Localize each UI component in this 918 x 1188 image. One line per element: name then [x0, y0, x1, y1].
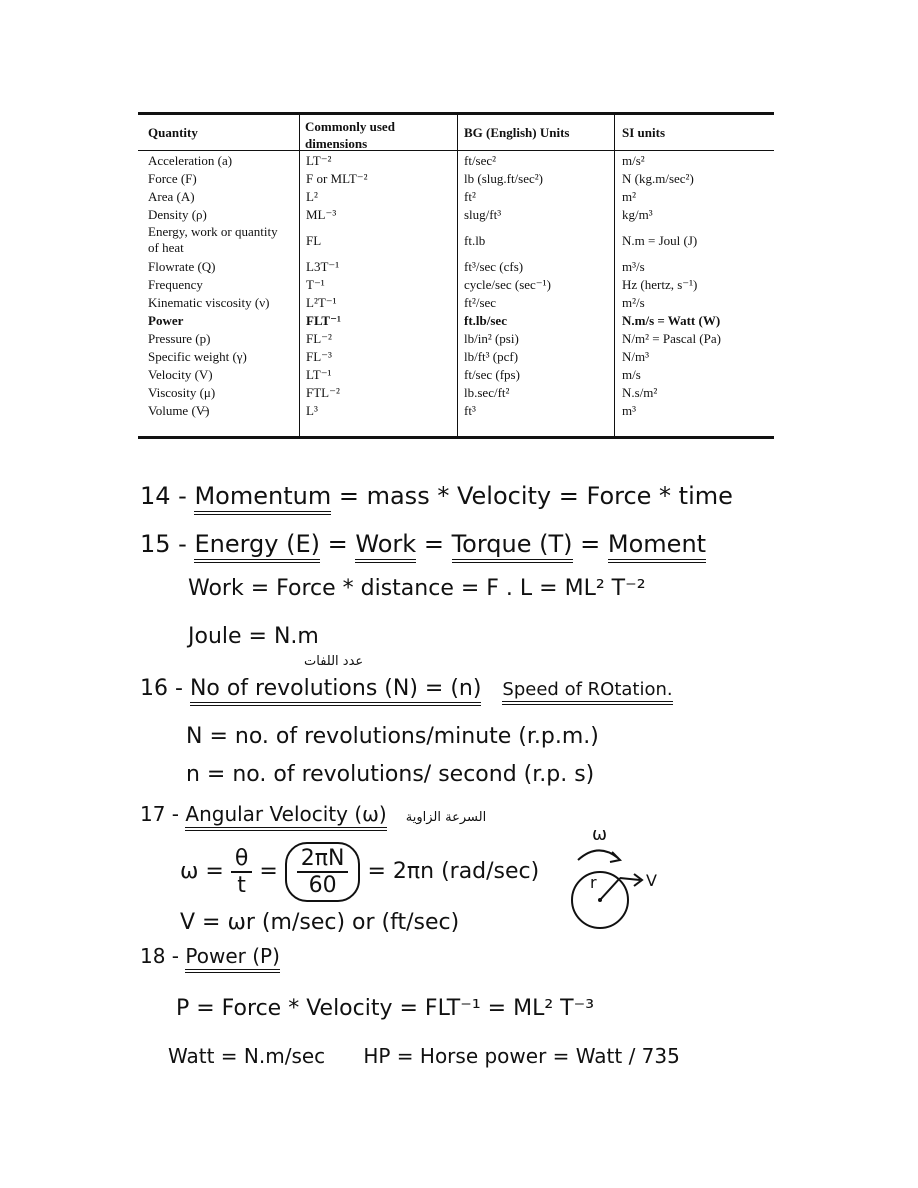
table-cell: Power: [148, 313, 184, 328]
table-cell: N/m² = Pascal (Pa): [622, 331, 721, 346]
watt-formula: Watt = N.m/sec: [168, 1044, 326, 1068]
table-cell: ft³/sec (cfs): [464, 259, 524, 274]
table-cell: Pressure (p): [148, 331, 211, 346]
note-15: [140, 530, 706, 558]
table-cell: FL⁻²: [306, 331, 332, 346]
rps-definition: n = no. of revolutions/ second (r.p. s): [186, 762, 595, 787]
revolutions-term: No of revolutions (N) = (n): [190, 676, 482, 706]
table-cell: ft³: [464, 403, 476, 418]
table-cell: ft.lb: [464, 233, 486, 248]
fraction-numerator: 2πN: [297, 846, 349, 873]
table-cell: m/s²: [622, 153, 645, 168]
omega-label: ω: [592, 824, 608, 845]
table-row: [138, 206, 774, 224]
table-cell: Volume (V̶): [148, 403, 210, 418]
energy-term: Energy (E): [194, 530, 320, 563]
table-row: [138, 152, 774, 170]
table-cell: lb/in² (psi): [464, 331, 519, 346]
table-bottom-rule: [138, 436, 774, 439]
velocity-label: V: [646, 871, 657, 890]
table-row: [138, 170, 774, 188]
table-cell: ft/sec (fps): [464, 367, 520, 382]
table-row: [138, 258, 774, 276]
table-cell: Viscosity (μ): [148, 385, 216, 400]
radius-line: [600, 878, 620, 900]
work-term: Work: [355, 530, 416, 563]
table-row: [138, 188, 774, 206]
table-row: [138, 402, 774, 420]
table-cell: lb (slug.ft/sec²): [464, 171, 543, 186]
table-cell: cycle/sec (sec⁻¹): [464, 277, 551, 292]
power-formula: P = Force * Velocity = FLT⁻¹ = ML² T⁻³: [176, 996, 595, 1021]
table-cell: L³: [306, 403, 318, 418]
table-cell: Energy, work or quantity of heat: [148, 224, 278, 255]
table-cell: N.s/m²: [622, 385, 658, 400]
work-formula: Work = Force * distance = F . L = ML² T⁻²: [188, 576, 646, 601]
table-cell: T⁻¹: [306, 277, 325, 292]
table-row: [138, 384, 774, 402]
header-si-units: SI units: [622, 125, 665, 140]
highlighted-fraction: [285, 842, 361, 902]
table-cell: lb.sec/ft²: [464, 385, 510, 400]
table-cell: FL: [306, 233, 322, 248]
table-row: [138, 330, 774, 348]
arabic-annotation: عدد اللفات: [304, 654, 364, 669]
table-cell: ft²: [464, 189, 476, 204]
table-cell: ft.lb/sec: [464, 313, 507, 328]
table-cell: Density (ρ): [148, 207, 207, 222]
table-cell: m³/s: [622, 259, 645, 274]
note-16: [140, 676, 673, 701]
speed-of-rotation: Speed of ROtation.: [502, 679, 672, 705]
table-cell: m/s: [622, 367, 641, 382]
table-cell: L²: [306, 189, 318, 204]
arabic-annotation: السرعة الزاوية: [405, 810, 487, 825]
angular-velocity-formula: [180, 842, 539, 902]
linear-velocity-formula: V = ωr (m/sec) or (ft/sec): [180, 910, 460, 935]
note-17: [140, 802, 486, 826]
rotation-arrow: [578, 850, 618, 860]
table-cell: Kinematic viscosity (ν): [148, 295, 270, 310]
note-number: 17 -: [140, 802, 180, 826]
table-row: [138, 366, 774, 384]
table-cell: LT⁻²: [306, 153, 332, 168]
table-header-rule: [138, 150, 774, 151]
table-row: [138, 348, 774, 366]
table-cell: Area (A): [148, 189, 195, 204]
fraction-denominator: 60: [308, 873, 337, 898]
equals-sign: =: [327, 530, 348, 558]
watt-row: [168, 1044, 680, 1068]
equals-sign: =: [259, 859, 278, 884]
omega-rhs: = 2πn (rad/sec): [367, 859, 540, 884]
table-cell: ML⁻³: [306, 207, 337, 222]
table-cell: m²/s: [622, 295, 645, 310]
velocity-vector: [620, 878, 640, 880]
fraction-denominator: t: [237, 873, 246, 898]
header-bg-units: BG (English) Units: [464, 125, 570, 140]
table-row: [138, 224, 774, 258]
table-cell: Velocity (V): [148, 367, 213, 382]
table-cell: Acceleration (a): [148, 153, 233, 168]
table-cell: FL⁻³: [306, 349, 332, 364]
table-cell: ft/sec²: [464, 153, 497, 168]
note-number: 14 -: [140, 482, 187, 510]
momentum-term: Momentum: [194, 482, 331, 515]
angular-velocity-term: Angular Velocity (ω): [185, 802, 386, 831]
fraction-numerator: θ: [231, 846, 252, 873]
table-cell: kg/m³: [622, 207, 653, 222]
omega-lhs: ω =: [180, 859, 224, 884]
note-18: [140, 944, 280, 968]
table-row: [138, 312, 774, 330]
table-cell: N.m/s = Watt (W): [622, 313, 721, 328]
table-cell: slug/ft³: [464, 207, 502, 222]
table-cell: L²T⁻¹: [306, 295, 337, 310]
momentum-eq-1: = mass * Velocity: [338, 482, 552, 510]
equals-sign: =: [423, 530, 444, 558]
header-dimensions: Commonly used dimensions: [305, 119, 395, 151]
table-cell: FTL⁻²: [306, 385, 340, 400]
note-number: 15 -: [140, 530, 187, 558]
table-cell: lb/ft³ (pcf): [464, 349, 519, 364]
table-row: [138, 276, 774, 294]
radius-label: r: [590, 873, 597, 892]
table-cell: LT⁻¹: [306, 367, 332, 382]
theta-over-t: [231, 846, 252, 898]
rotation-diagram: [560, 818, 680, 938]
power-term: Power (P): [185, 944, 280, 973]
horsepower-formula: HP = Horse power = Watt / 735: [363, 1044, 680, 1068]
table-cell: Specific weight (γ): [148, 349, 247, 364]
momentum-eq-2: = Force * time: [558, 482, 733, 510]
note-14: [140, 482, 733, 510]
two-pi-n-over-60: [297, 846, 349, 898]
table-cell: N/m³: [622, 349, 650, 364]
table-cell: Force (F): [148, 171, 197, 186]
table-cell: m²: [622, 189, 637, 204]
note-number: 18 -: [140, 944, 180, 968]
table-cell: ft²/sec: [464, 295, 497, 310]
table-cell: L3T⁻¹: [306, 259, 340, 274]
table-cell: m³: [622, 403, 637, 418]
note-number: 16 -: [140, 676, 183, 701]
table-top-rule: [138, 112, 774, 115]
table-cell: N.m = Joul (J): [622, 233, 698, 248]
table-cell: F or MLT⁻²: [306, 171, 368, 186]
table-row: [138, 294, 774, 312]
torque-term: Torque (T): [452, 530, 573, 563]
moment-term: Moment: [608, 530, 706, 563]
rpm-definition: N = no. of revolutions/minute (r.p.m.): [186, 724, 599, 749]
table-cell: Flowrate (Q): [148, 259, 216, 274]
joule-formula: Joule = N.m: [188, 624, 319, 649]
table-cell: Hz (hertz, s⁻¹): [622, 277, 698, 292]
table-cell: N (kg.m/sec²): [622, 171, 694, 186]
equals-sign: =: [580, 530, 601, 558]
center-point: [598, 898, 602, 902]
table-cell: FLT⁻¹: [306, 313, 341, 328]
header-quantity: Quantity: [148, 125, 198, 140]
table-cell: Frequency: [148, 277, 203, 292]
